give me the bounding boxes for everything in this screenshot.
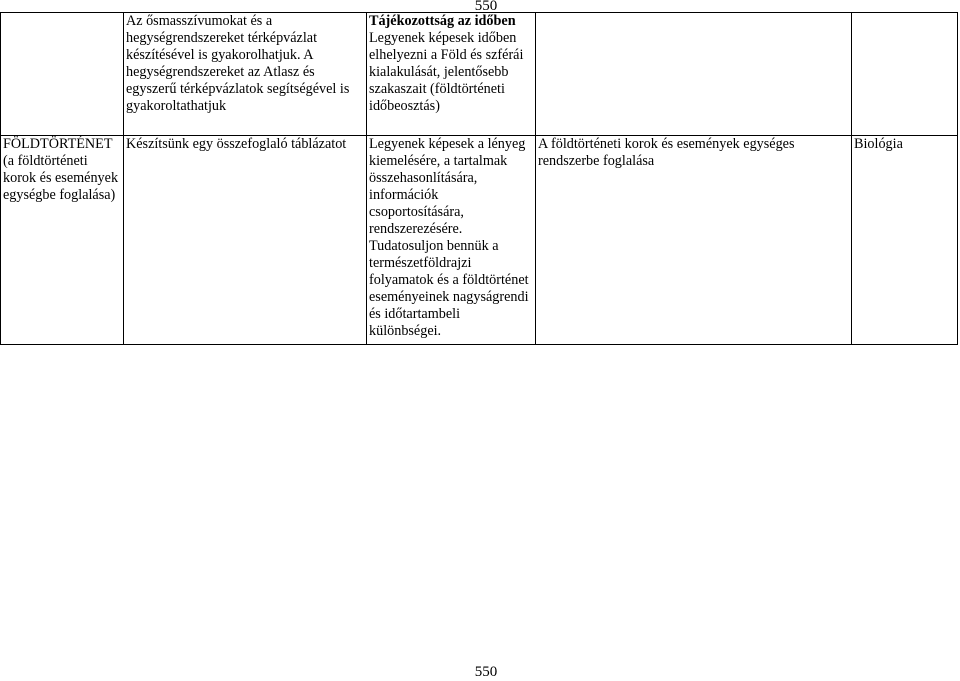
concept-cell: A földtörténeti korok és események egységes rendszerbe foglalása [536, 136, 852, 345]
requirement-cell [367, 13, 536, 136]
requirement-cell: Legyenek képesek a lényeg kiemelésére, a tartalmak összehasonlítására, információk csoportosítására, rendszerezésére. Tudatosuljon bennük a természetföldrajzi folyamatok és a földtörténet eseményeinek nagyságrendi és időtartambeli különbségei. [367, 136, 536, 345]
activity-cell: Készítsünk egy összefoglaló táblázatot [124, 136, 367, 345]
topic-cell [1, 13, 124, 136]
page-number-top: 550 [474, 0, 498, 14]
topic-cell: FÖLDTÖRTÉNET (a földtörténeti korok és események egységbe foglalása) [1, 136, 124, 345]
requirement-heading: Tájékozottság az időben [369, 13, 516, 29]
page-number-bottom: 550 [474, 664, 498, 680]
connection-cell: Biológia [852, 136, 958, 345]
activity-cell: Az ősmasszívumokat és a hegységrendszereket térképvázlat készítésével is gyakorolhatjuk. A hegységrendszereket az Atlasz és egyszerű térképvázlatok segítségével is gyakoroltathatjuk [124, 13, 367, 136]
connection-cell [852, 13, 958, 136]
concept-cell [536, 13, 852, 136]
curriculum-table [0, 12, 958, 345]
requirement-text: Legyenek képesek időben elhelyezni a Föld és szférái kialakulását, jelentősebb szakaszait (földtörténeti időbeosztás) [369, 30, 524, 114]
table-row [1, 13, 958, 136]
table-row [1, 136, 958, 345]
